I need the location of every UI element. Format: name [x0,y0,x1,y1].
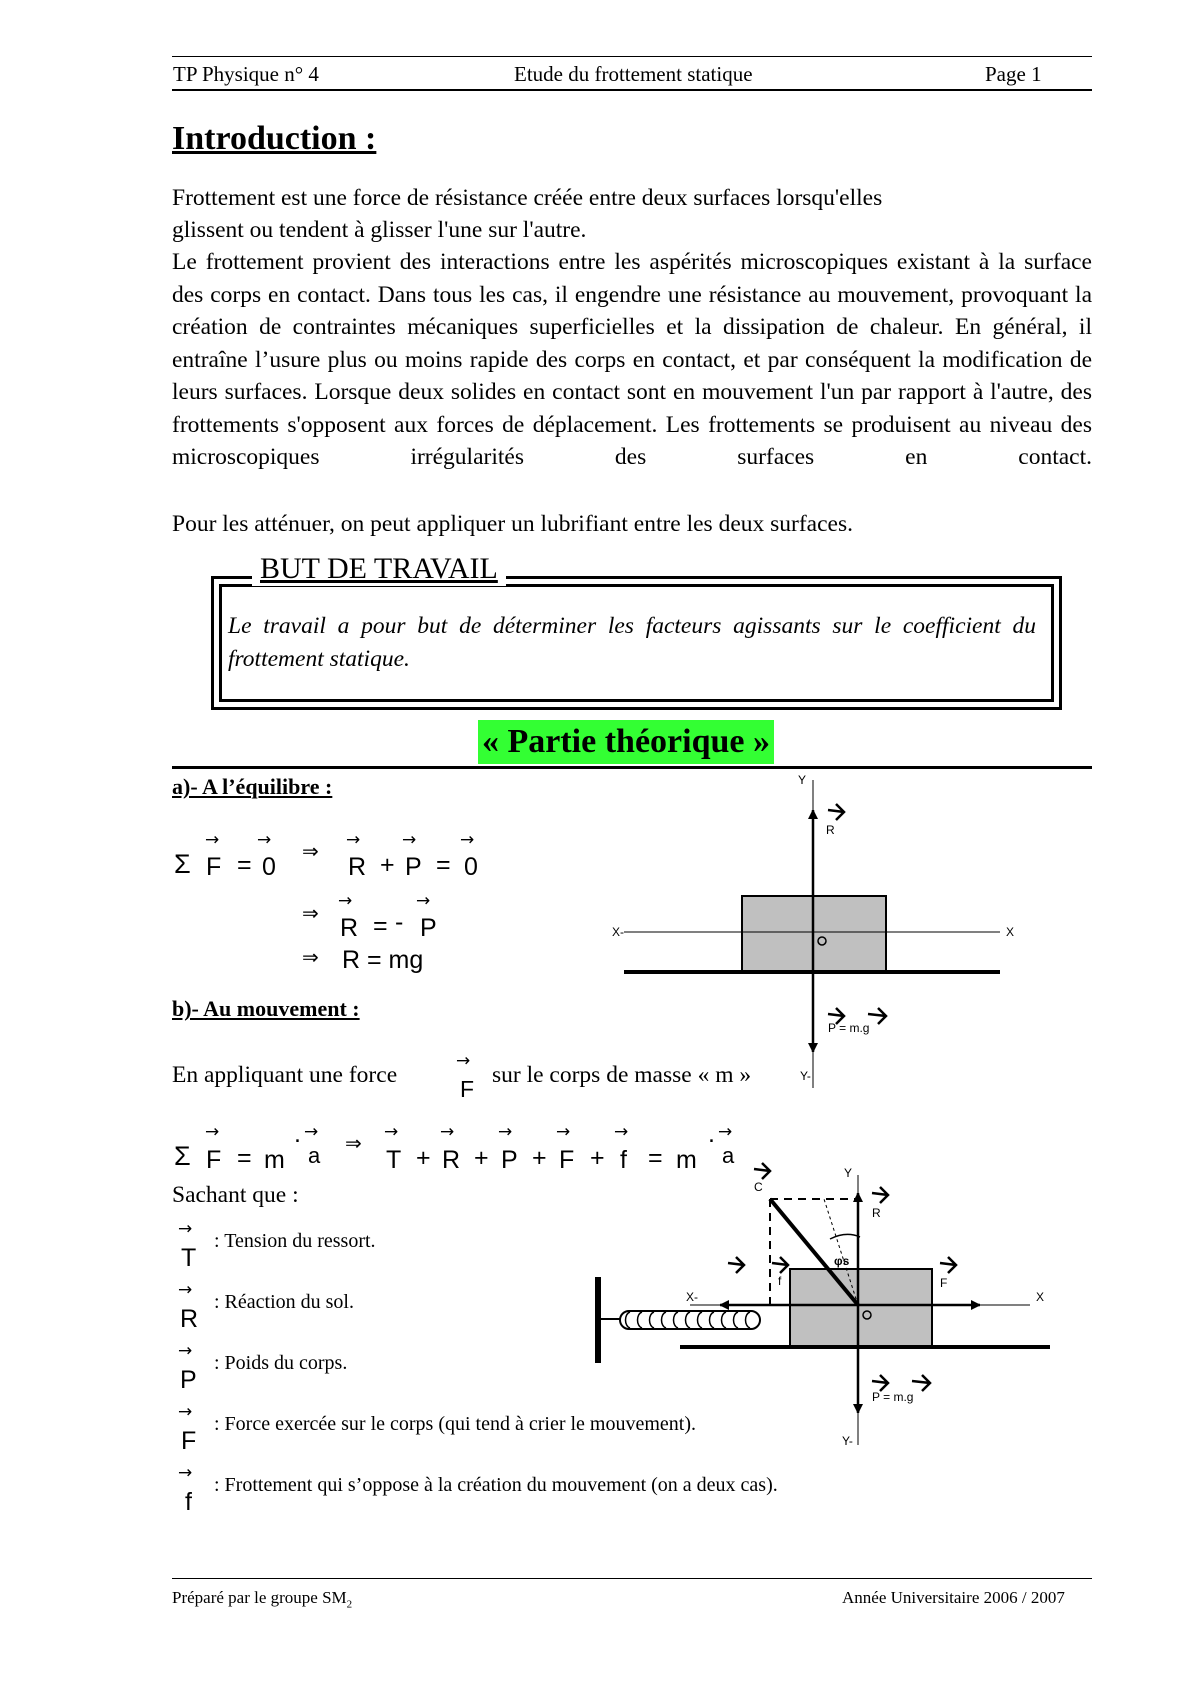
angle-arc [830,1234,860,1239]
eq-plus: + [416,1144,431,1172]
g-vector-mark [912,1375,930,1391]
footer-left [172,1588,352,1610]
eq-m: m [264,1146,285,1174]
vec-arrow: → [178,1219,193,1239]
footer-right: Année Universitaire 2006 / 2007 [842,1588,1065,1607]
r-label: R [826,823,835,837]
y-neg-label: Y- [800,1069,811,1083]
vec-arrow: → [384,1122,399,1142]
x-label: X [1006,925,1015,939]
implies-symbol: ⇒ [345,1133,362,1155]
vec-arrow: → [257,830,272,850]
r-label: R [872,1206,881,1220]
footer-left-sub: 2 [346,1598,353,1611]
f-vector-mark [940,1257,956,1273]
motion-diagram [590,1155,1060,1455]
eq-P: P [420,914,437,942]
eq-dot: . [294,1120,301,1148]
header-left: TP Physique n° 4 [173,62,319,86]
vec-arrow: → [178,1280,193,1300]
header-center: Etude du frottement statique [514,62,753,86]
vec-arrow: → [178,1463,193,1483]
x-neg-label: X- [612,925,624,939]
eq-P: P [405,853,422,881]
vec-arrow: → [338,891,353,911]
vec-arrow: → [614,1122,629,1142]
def-text-T: : Tension du ressort. [214,1230,376,1252]
sigma-symbol: Σ [174,1141,191,1171]
implies-symbol: ⇒ [302,841,319,863]
r-vector-mark [872,1187,888,1203]
p-label: P = m.g [828,1021,870,1035]
eq-equals: = [436,851,451,879]
implies-symbol: ⇒ [302,903,319,925]
header-bottom-rule [172,89,1092,91]
eq-R: R [348,853,367,881]
f-label: F [940,1276,948,1290]
eq-equals: = [237,1144,252,1172]
vec-arrow: → [498,1122,513,1142]
implies-symbol: ⇒ [302,947,319,969]
vec-arrow: → [178,1402,193,1422]
equilibrium-diagram [600,770,1040,1100]
eq-F: F [206,853,222,881]
vec-arrow: → [205,830,220,850]
T-vector-mark [728,1257,744,1273]
p-vector-mark [872,1375,888,1391]
eq-F: F [559,1146,575,1174]
vec-arrow: → [178,1341,193,1361]
eq-F: F [206,1146,222,1174]
header-right: Page 1 [985,62,1042,86]
y-label: Y [798,773,807,787]
def-symbol-f: f [185,1488,192,1516]
def-symbol-F: F [181,1427,197,1455]
eq-f: f [620,1146,627,1174]
mouvement-sentence-a: En appliquant une force [172,1062,398,1088]
small-f-vector-mark [772,1257,788,1273]
def-symbol-T: T [181,1244,197,1272]
eq-equals: = [373,912,388,940]
eq-plus: + [532,1144,547,1172]
eq-R: R [442,1146,461,1174]
eq-P: P [501,1146,518,1174]
x-label: X [1036,1290,1045,1304]
eq-R-mg: R = mg [342,946,424,974]
mouvement-sentence-b: sur le corps de masse « m » [492,1062,752,1088]
eq-minus: - [395,908,404,936]
def-text-P: : Poids du corps. [214,1352,348,1374]
footer-rule [172,1578,1092,1579]
eq-m: m [676,1146,697,1174]
eq-plus: + [474,1144,489,1172]
block [790,1269,932,1347]
eq-R: R [340,914,359,942]
c-label: C [754,1180,763,1194]
def-symbol-P: P [180,1366,197,1394]
header-top-rule [172,56,1092,57]
goal-title: BUT DE TRAVAIL [252,552,506,586]
eq-zero: 0 [262,853,276,881]
x-neg-label: X- [686,1290,698,1304]
eq-plus: + [380,851,395,879]
vec-arrow: → [440,1122,455,1142]
intro-line-1: Frottement est une force de résistance créée entre deux surfaces lorsqu'elles [172,185,883,211]
vec-arrow: → [718,1122,733,1142]
goal-text: Le travail a pour but de déterminer les facteurs agissants sur le coefficient du frottement statique. [228,613,1036,672]
def-text-f: : Frottement qui s’oppose à la création du mouvement (on a deux cas). [214,1474,778,1496]
def-text-R: : Réaction du sol. [214,1291,354,1313]
vec-arrow: → [456,1051,471,1071]
eq-zero: 0 [464,853,478,881]
vec-arrow: → [205,1122,220,1142]
y-label: Y [844,1166,853,1180]
mouvement-title: b)- Au mouvement : [172,996,360,1021]
a-vector-mark [754,1163,770,1179]
theory-title: « Partie théorique » [478,720,774,764]
vec-arrow: → [416,891,431,911]
intro-paragraph: Le frottement provient des interactions entre les aspérités microscopiques existant à la surface des corps en contact. Dans tous les cas, il engendre une résistance au mouvement, provoquant la création de contraintes mécaniques superficielles et la dissipation de chaleur. En général, il entraîne l’usure plus ou moins rapide des corps en contact, et par conséquent la modification de leurs surfaces. Lorsque deux solides en contact sont en mouvement l'un par rapport à l'autre, des frottements s'opposent aux forces de déplacement. Les frottements se produisent au niveau des microscopiques irrégularités des surfaces en contact. [172,249,1092,470]
y-neg-label: Y- [842,1434,853,1448]
def-text-F: : Force exercée sur le corps (qui tend à crier le mouvement). [214,1413,697,1435]
eq-F: F [460,1076,475,1102]
theory-rule [172,766,1092,769]
vec-arrow: → [460,830,475,850]
sigma-symbol: Σ [174,849,191,879]
small-f-label: f [778,1274,782,1288]
vec-arrow: → [556,1122,571,1142]
eq-equals: = [237,851,252,879]
spring-body [620,1311,760,1329]
vec-arrow: → [402,830,417,850]
sachant-que: Sachant que : [172,1182,299,1208]
intro-title: Introduction : [172,120,377,157]
phi-label: φs [834,1254,850,1268]
vec-arrow: → [304,1122,319,1142]
eq-dot: . [708,1120,715,1148]
g-vector-mark [868,1008,886,1024]
intro-line-2: glissent ou tendent à glisser l'une sur l'autre. [172,217,587,243]
def-symbol-R: R [180,1305,199,1333]
eq-a: a [722,1143,735,1168]
eq-T: T [386,1146,402,1174]
equilibre-title: a)- A l’équilibre : [172,774,333,799]
r-vector-mark [828,804,844,820]
footer-left-text: Préparé par le groupe SM [172,1588,347,1607]
eq-equals: = [648,1144,663,1172]
vec-arrow: → [346,830,361,850]
eq-plus: + [590,1144,605,1172]
intro-line-last: Pour les atténuer, on peut appliquer un lubrifiant entre les deux surfaces. [172,511,853,537]
eq-a: a [308,1143,321,1168]
p-label: P = m.g [872,1390,914,1404]
